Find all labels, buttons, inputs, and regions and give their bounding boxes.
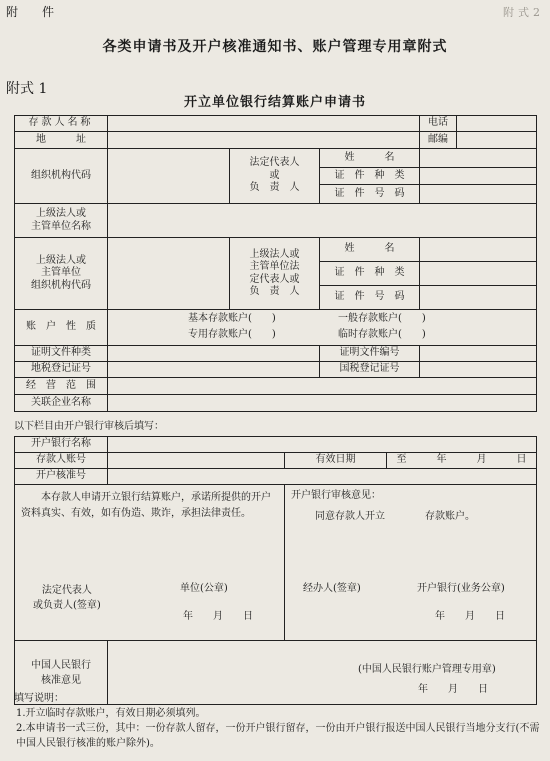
org-code-field[interactable]: [108, 149, 230, 204]
bank-table: [14, 436, 537, 705]
parent-org-label: 上级法人或 主管单位名称: [15, 204, 108, 238]
unit-seal: 单位(公章): [180, 583, 228, 594]
valid-date-field[interactable]: 至 年 月 日: [387, 453, 537, 469]
application-table: [14, 115, 537, 412]
account-type-label: 账 户 性 质: [15, 310, 108, 346]
parent-legal-rep-label: 上级法人或 主管单位法 定代表人或 负 责 人: [230, 238, 320, 310]
cert-type-field[interactable]: [108, 346, 320, 362]
depositor-name-label: 存款人名称: [15, 116, 108, 132]
address-label: 地 址: [15, 132, 108, 149]
pboc-seal: (中国人民银行账户管理专用章): [358, 664, 496, 675]
biz-scope-label: 经 营 范 围: [15, 378, 108, 395]
bank-seal: 开户银行(业务公章): [417, 583, 505, 594]
legal-rep-id-type-label: 证 件 种 类: [320, 168, 420, 185]
cert-no-label: 证明文件编号: [320, 346, 420, 362]
local-tax-label: 地税登记证号: [15, 362, 108, 378]
form-number: 附式 1: [6, 81, 48, 97]
pboc-label: 中国人民银行 核准意见: [15, 641, 108, 705]
parent-org-field[interactable]: [108, 204, 537, 238]
account-no-field[interactable]: [108, 453, 285, 469]
bank-section-note: 以下栏目由开户银行审核后填写：: [14, 421, 164, 432]
handler-sign: 经办人(签章): [303, 583, 361, 594]
legal-rep-name-label: 姓 名: [320, 149, 420, 168]
main-title: 各类申请书及开户核准通知书、账户管理专用章附式: [102, 39, 448, 55]
temp-account-option[interactable]: 临时存款账户( ): [338, 329, 426, 341]
date-1: 年 月 日: [183, 611, 253, 622]
related-firm-label: 关联企业名称: [15, 395, 108, 412]
legal-rep-sign: 法定代表人 或负责人(签章): [33, 585, 101, 611]
form-title: 开立单位银行结算账户申请书: [183, 95, 366, 110]
legal-rep-id-type-field[interactable]: [420, 168, 537, 185]
pledge-text: 本存款人申请开立银行结算账户，承诺所提供的开户资料真实、有效，如有伪造、欺诈，承担法律责任。: [21, 492, 271, 519]
national-tax-field[interactable]: [420, 362, 537, 378]
review-label: 开户银行审核意见：: [291, 490, 381, 501]
bank-name-label: 开户银行名称: [15, 437, 108, 453]
biz-scope-field[interactable]: [108, 378, 537, 395]
review-text: 同意存款人开立 存款账户。: [315, 511, 475, 522]
approval-no-label: 开户核准号: [15, 469, 108, 485]
date-2: 年 月 日: [435, 611, 505, 622]
parent-rep-name-field[interactable]: [420, 238, 537, 262]
notes-title: 填写说明：: [14, 693, 64, 704]
org-code-label: 组织机构代码: [15, 149, 108, 204]
account-no-label: 存款人账号: [15, 453, 108, 469]
phone-field[interactable]: [457, 116, 537, 132]
parent-org-code-field[interactable]: [108, 238, 230, 310]
postcode-label: 邮编: [420, 132, 457, 149]
date-3: 年 月 日: [418, 684, 488, 695]
parent-rep-id-type-field[interactable]: [420, 262, 537, 286]
note-item: 1.开立临时存款账户，有效日期必须填列。: [16, 708, 206, 719]
general-account-option[interactable]: 一般存款账户( ): [338, 313, 426, 325]
cert-type-label: 证明文件种类: [15, 346, 108, 362]
parent-rep-id-no-field[interactable]: [420, 286, 537, 310]
bank-name-field[interactable]: [108, 437, 537, 453]
national-tax-label: 国税登记证号: [320, 362, 420, 378]
parent-rep-id-type-label: 证 件 种 类: [320, 262, 420, 286]
bleed-through-text: 附式2: [503, 6, 544, 19]
cert-no-field[interactable]: [420, 346, 537, 362]
legal-rep-label: 法定代表人 或 负 责 人: [230, 149, 320, 204]
postcode-field[interactable]: [457, 132, 537, 149]
phone-label: 电话: [420, 116, 457, 132]
legal-rep-name-field[interactable]: [420, 149, 537, 168]
basic-account-option[interactable]: 基本存款账户( ): [188, 313, 276, 325]
valid-date-label: 有效日期: [285, 453, 387, 469]
related-firm-field[interactable]: [108, 395, 537, 412]
approval-no-field[interactable]: [108, 469, 537, 485]
parent-rep-name-label: 姓 名: [320, 238, 420, 262]
address-field[interactable]: [108, 132, 420, 149]
bank-review-cell: [285, 485, 537, 641]
parent-rep-id-no-label: 证 件 号 码: [320, 286, 420, 310]
attachment-header: 附 件: [6, 5, 61, 19]
note-item: 2.本申请书一式三份，其中：一份存款人留存，一份开户银行留存，一份由开户银行报送中国人民银行当地分支行(不需中国人民银行核准的账户除外)。: [16, 723, 540, 749]
legal-rep-id-no-field[interactable]: [420, 185, 537, 204]
depositor-name-field[interactable]: [108, 116, 420, 132]
depositor-pledge-cell: [15, 485, 285, 641]
local-tax-field[interactable]: [108, 362, 320, 378]
special-account-option[interactable]: 专用存款账户( ): [188, 329, 276, 341]
parent-org-code-label: 上级法人或 主管单位 组织机构代码: [15, 238, 108, 310]
fill-instructions: [14, 691, 544, 751]
legal-rep-id-no-label: 证 件 号 码: [320, 185, 420, 204]
